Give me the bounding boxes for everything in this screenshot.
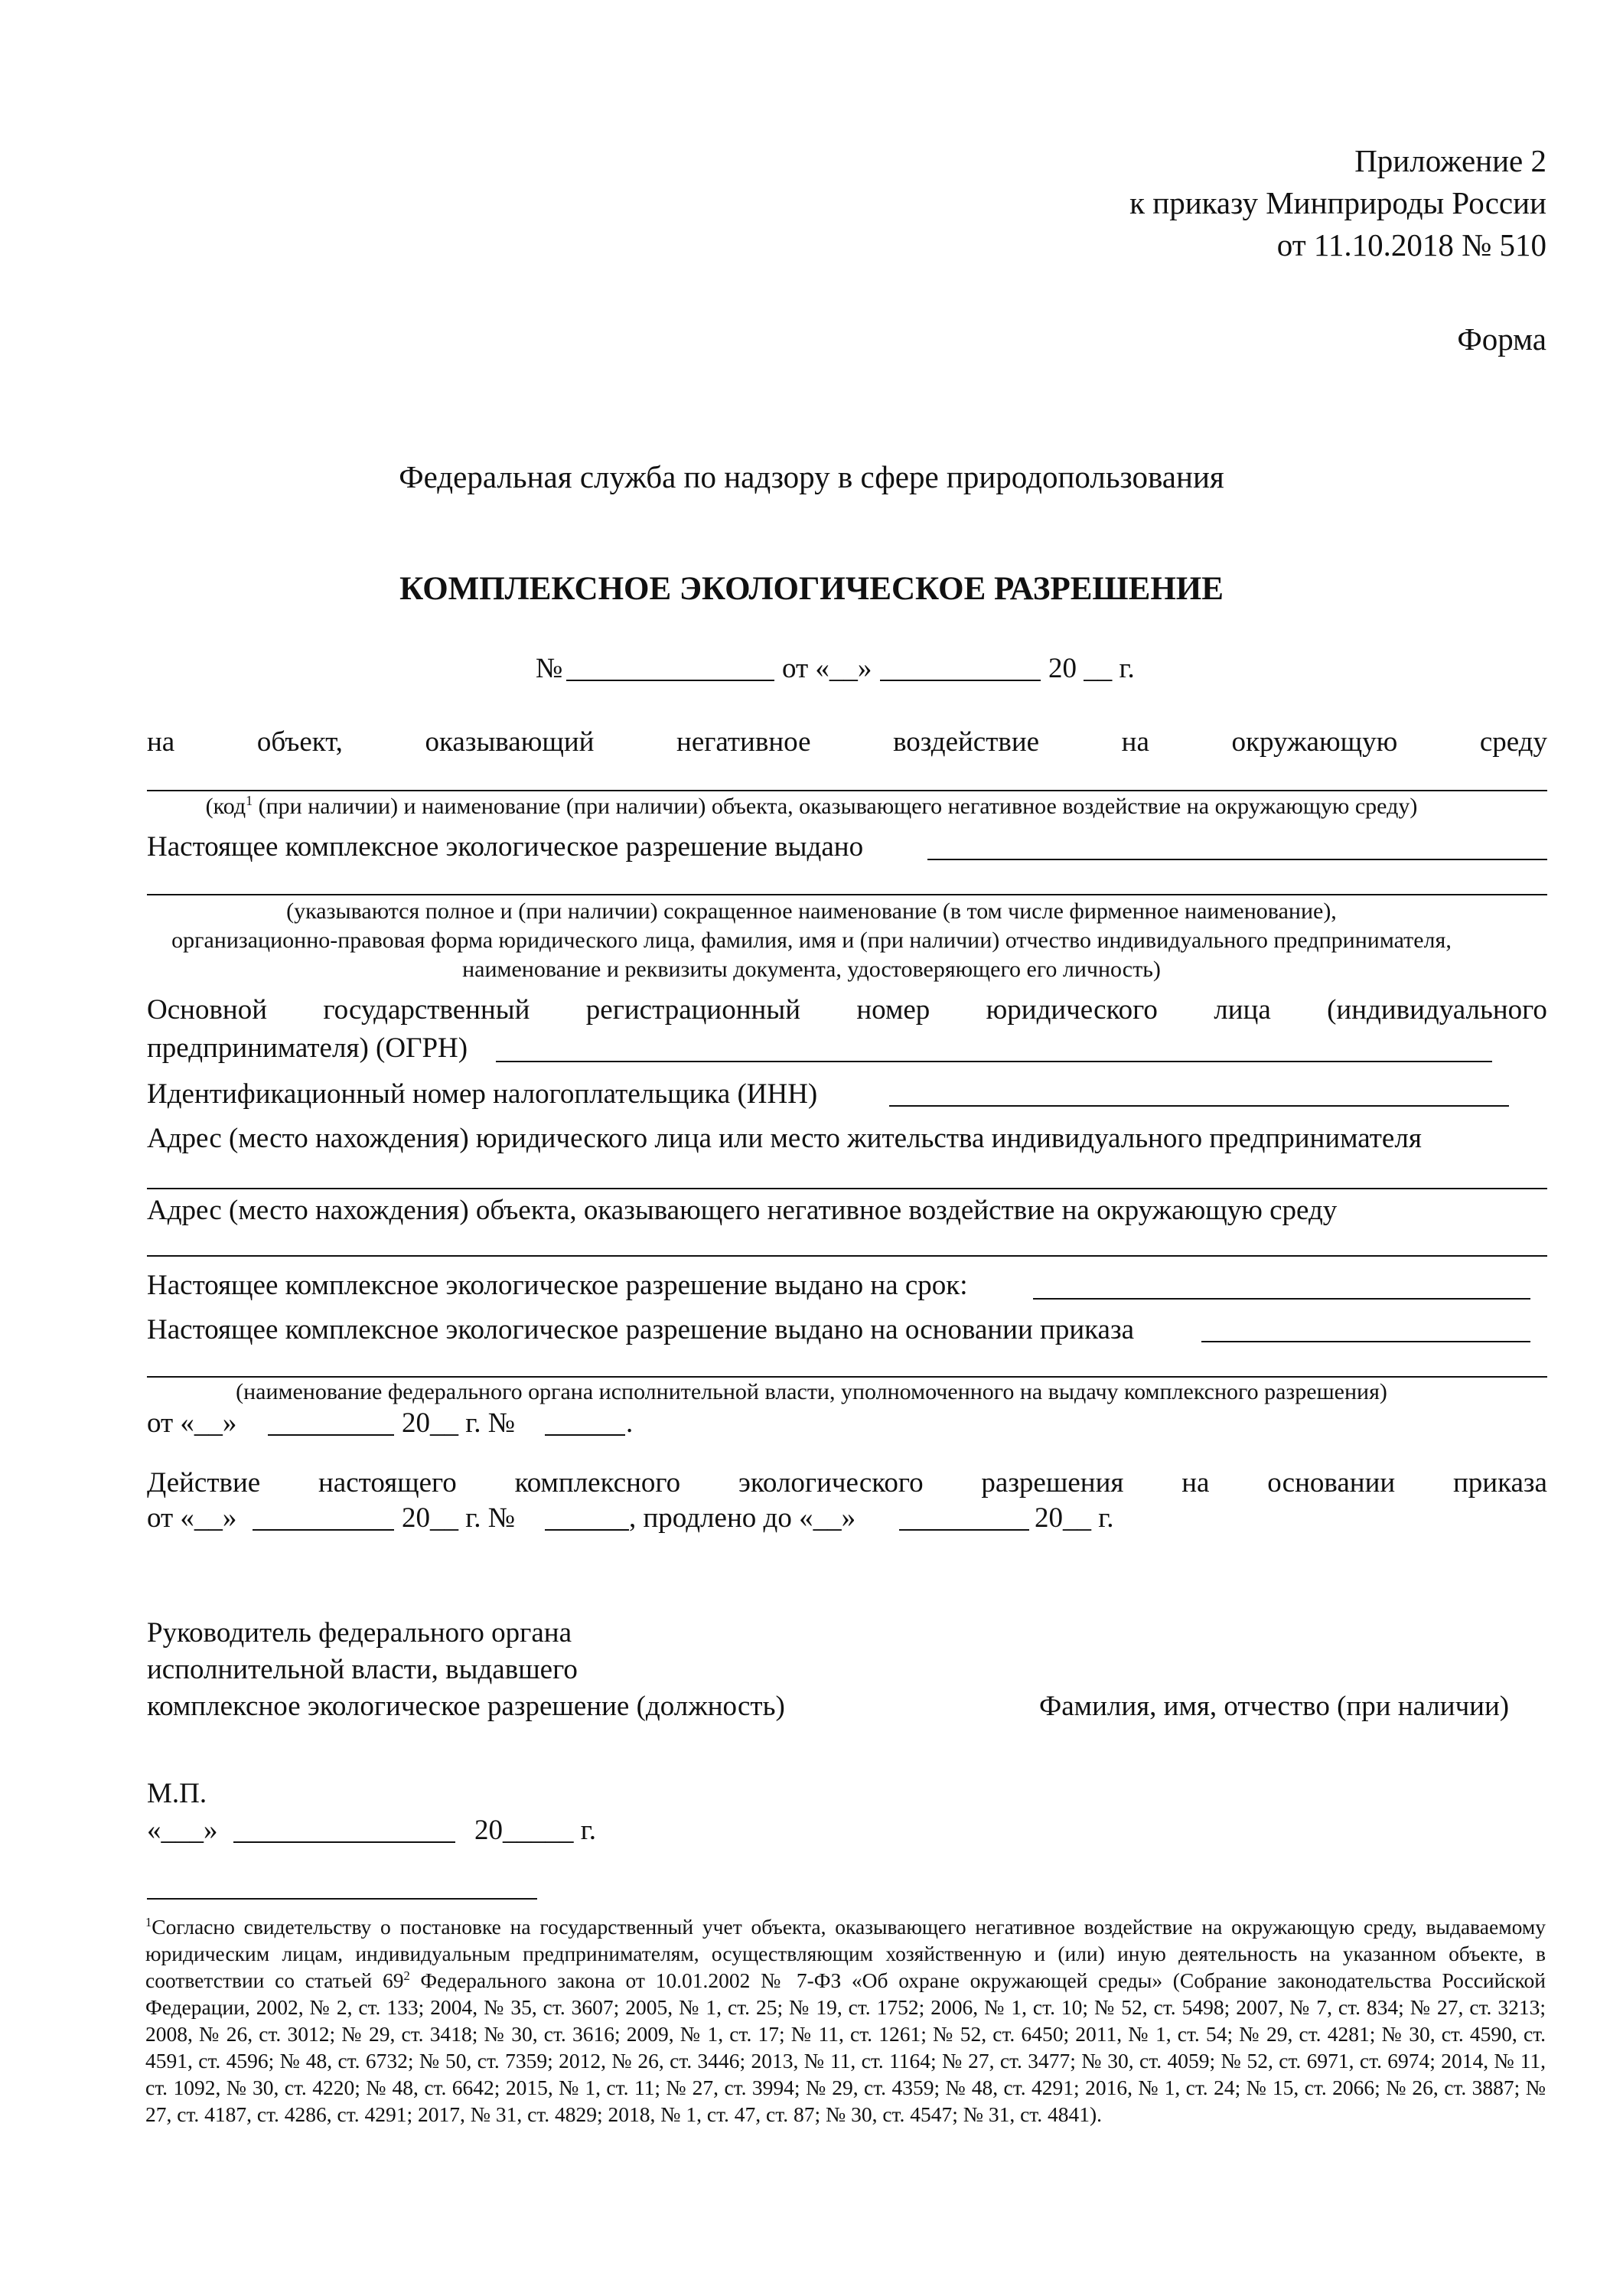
date-from: от «__» xyxy=(782,653,872,684)
footnote-marker: 1 xyxy=(145,1914,152,1929)
ogrn-label: предпринимателя) (ОГРН) xyxy=(147,1032,468,1064)
ogrn-word: регистрационный xyxy=(585,994,800,1026)
stamp-month-blank xyxy=(233,1841,455,1843)
signature-position-1: Руководитель федерального органа xyxy=(147,1617,572,1649)
date-year: 20 __ г. xyxy=(1048,653,1135,684)
issued-to-caption-2: организационно-правовая форма юридического лица, фамилия, имя и (при наличии) отчество индивидуального предпринимателя, xyxy=(171,928,1452,953)
ogrn-word: (индивидуального xyxy=(1327,994,1547,1026)
extension-number-blank xyxy=(545,1529,629,1531)
extension-word: экологического xyxy=(738,1467,924,1499)
form-label: Форма xyxy=(1457,321,1546,357)
footnote-separator xyxy=(147,1898,537,1900)
extension-word: комплексного xyxy=(514,1467,681,1499)
appendix-label: Приложение 2 xyxy=(1354,143,1546,178)
legal-address-label: Адрес (место нахождения) юридического лица или место жительства индивидуального предпринимателя xyxy=(147,1123,1422,1154)
extension-word: разрешения xyxy=(981,1467,1124,1499)
object-word: на xyxy=(147,726,175,758)
order-reference: к приказу Минприроды России xyxy=(1129,185,1546,220)
object-address-blank xyxy=(147,1255,1547,1257)
footnote xyxy=(145,1913,1546,2128)
ogrn-word: государственный xyxy=(323,994,530,1026)
ogrn-word: юридического xyxy=(986,994,1158,1026)
object-word: среду xyxy=(1479,726,1547,758)
document-title: КОМПЛЕКСНОЕ ЭКОЛОГИЧЕСКОЕ РАЗРЕШЕНИЕ xyxy=(399,571,1224,607)
term-blank xyxy=(1033,1298,1530,1300)
extension-extended: , продлено до «__» xyxy=(629,1502,856,1534)
signature-fio: Фамилия, имя, отчество (при наличии) xyxy=(1039,1691,1510,1722)
extension-date-from: от «__» xyxy=(147,1502,237,1534)
issued-to-blank-2 xyxy=(147,894,1547,895)
object-line xyxy=(147,726,1547,759)
basis-label: Настоящее комплексное экологическое разрешение выдано на основании приказа xyxy=(147,1314,1134,1345)
signature-position-2: исполнительной власти, выдавшего xyxy=(147,1654,578,1685)
basis-month-blank xyxy=(268,1434,394,1436)
object-caption: (код$^1$ (при наличии) и наименование (при наличии) объекта, оказывающего негативное воздействие на окружающую среду) xyxy=(205,793,1418,819)
basis-caption: (наименование федерального органа исполнительной власти, уполномоченного на выдачу комплексного разрешения) xyxy=(236,1379,1387,1404)
stamp-year: 20_____ г. xyxy=(474,1815,597,1846)
issued-to-label: Настоящее комплексное экологическое разрешение выдано xyxy=(147,831,864,863)
basis-blank xyxy=(1201,1341,1530,1342)
ogrn-word: номер xyxy=(856,994,930,1026)
issued-to-caption-1: (указываются полное и (при наличии) сокращенное наименование (в том числе фирменное наименование), xyxy=(286,899,1337,924)
date-month-blank xyxy=(880,680,1041,681)
basis-number-blank xyxy=(545,1434,625,1436)
object-word: воздействие xyxy=(893,726,1040,758)
footnote-article-sup: 2 xyxy=(403,1968,410,1983)
inn-label: Идентификационный номер налогоплательщика (ИНН) xyxy=(147,1078,818,1110)
ogrn-word: лица xyxy=(1214,994,1271,1026)
extension-word: приказа xyxy=(1452,1467,1547,1499)
extension-end-blank xyxy=(899,1529,1029,1531)
issued-to-caption-3: наименование и реквизиты документа, удостоверяющего его личность) xyxy=(462,957,1161,982)
object-address-label: Адрес (место нахождения) объекта, оказывающего негативное воздействие на окружающую среду xyxy=(147,1195,1338,1226)
basis-date-from: от «__» xyxy=(147,1407,237,1439)
extension-word: Действие xyxy=(147,1467,261,1499)
object-word: оказывающий xyxy=(425,726,595,758)
number-sign: № xyxy=(536,653,563,684)
extension-year-end: 20__ г. xyxy=(1035,1502,1114,1534)
extension-year-no: 20__ г. № xyxy=(402,1502,516,1534)
legal-address-blank xyxy=(147,1188,1547,1189)
object-word: негативное xyxy=(676,726,811,758)
order-date-number: от 11.10.2018 № 510 xyxy=(1276,227,1546,263)
object-blank xyxy=(147,790,1547,791)
basis-dot: . xyxy=(626,1407,634,1439)
stamp-date-open: «___» xyxy=(147,1815,218,1846)
agency-name: Федеральная служба по надзору в сфере природопользования xyxy=(399,459,1224,494)
stamp-mp: М.П. xyxy=(147,1778,207,1809)
extension-word: настоящего xyxy=(318,1467,457,1499)
ogrn-word: Основной xyxy=(147,994,268,1026)
ogrn-line xyxy=(147,993,1547,1027)
object-word: окружающую xyxy=(1231,726,1398,758)
number-blank xyxy=(566,680,774,681)
footnote-text-2: Федерального закона от 10.01.2002 № 7-ФЗ «Об охране окружающей среды» (Собрание законодательства Российской Федерации, 2002, № 2, ст. 133; 2004, № 35, ст. 3607; 2005, № 1, ст. 25; № 19, ст. 1752; 2006, № 1, ст. 10; № 52, ст. 5498; 2007, № 7, ст. 834; № 27, ст. 3213; 2008, № 26, ст. 3012; № 29, ст. 3418; № 30, ст. 3616; 2009, № 1, ст. 17; № 11, ст. 1261; № 52, ст. 6450; 2011, № 1, ст. 54; № 29, ст. 4281; № 30, ст. 4590, ст. 4591, ст. 4596; № 48, ст. 6732; № 50, ст. 7359; 2012, № 26, ст. 3446; 2013, № 11, ст. 1164; № 27, ст. 3477; № 30, ст. 4059; № 52, ст. 6971, ст. 6974; 2014, № 11, ст. 1092, № 30, ст. 4220; № 48, ст. 6642; 2015, № 1, ст. 11; № 27, ст. 3994; № 29, ст. 4359; № 48, ст. 4291; 2016, № 1, ст. 24; № 15, ст. 2066; № 26, ст. 3887; № 27, ст. 4187, ст. 4286, ст. 4291; 2017, № 31, ст. 4829; 2018, № 1, ст. 47, ст. 87; № 30, ст. 4547; № 31, ст. 4841). xyxy=(145,1968,1546,2126)
signature-position-3: комплексное экологическое разрешение (должность) xyxy=(147,1691,785,1722)
extension-word: на xyxy=(1181,1467,1210,1499)
issued-to-blank xyxy=(927,859,1547,860)
object-word: объект, xyxy=(256,726,343,758)
basis-year-no: 20__ г. № xyxy=(402,1407,516,1439)
object-word: на xyxy=(1121,726,1149,758)
extension-month-blank xyxy=(253,1529,394,1531)
extension-word: основании xyxy=(1267,1467,1396,1499)
footnote-text: Согласно свидетельству о постановке на государственный учет объекта, оказывающего негативное воздействие на окружающую среду, выдаваемому юридическим лицам, индивидуальным предпринимателям, осуществляющим хозяйственную и (или) иную деятельность на указанном объекте, в соответствии со статьей 69 xyxy=(145,1915,1546,1992)
footnote-ref: 1 xyxy=(246,793,253,808)
inn-blank xyxy=(889,1105,1509,1107)
extension-line xyxy=(147,1466,1547,1500)
term-label: Настоящее комплексное экологическое разрешение выдано на срок: xyxy=(147,1270,968,1301)
ogrn-blank xyxy=(496,1061,1492,1062)
